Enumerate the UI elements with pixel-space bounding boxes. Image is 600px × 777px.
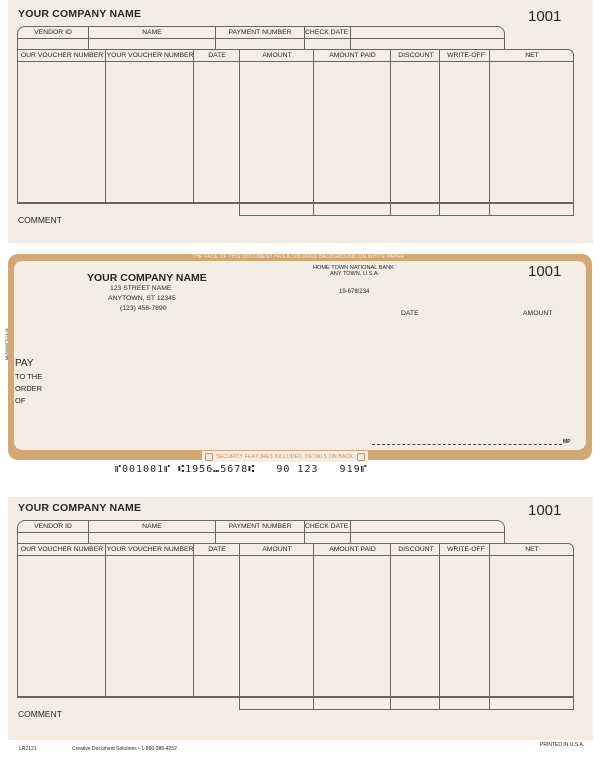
divider bbox=[313, 49, 314, 216]
col-discount: DISCOUNT bbox=[398, 52, 434, 59]
divider bbox=[105, 49, 106, 203]
bank-name: HOME TOWN NATIONAL BANK bbox=[313, 265, 394, 271]
col-amount: AMOUNT bbox=[262, 52, 292, 59]
top-stub-comment-label: COMMENT bbox=[18, 215, 62, 225]
check-number: 1001 bbox=[528, 263, 562, 280]
side-code: MLZ0000070-01-06 bbox=[5, 328, 9, 360]
bank-city: ANY TOWN, U.S.A. bbox=[330, 271, 380, 277]
header-name: NAME bbox=[89, 521, 216, 532]
col-write-off: WRITE-OFF bbox=[447, 546, 485, 553]
divider bbox=[215, 38, 216, 49]
divider bbox=[439, 49, 440, 216]
bottom-stub-comment-label: COMMENT bbox=[18, 709, 62, 719]
divider bbox=[193, 49, 194, 203]
top-stub-table bbox=[17, 49, 574, 216]
divider bbox=[304, 532, 305, 543]
check-address-line1: 123 STREET NAME bbox=[110, 285, 172, 292]
divider bbox=[350, 38, 351, 49]
check-body bbox=[8, 254, 592, 460]
padlock-icon bbox=[357, 453, 365, 461]
col-net: NET bbox=[525, 52, 539, 59]
header-payment-number: PAYMENT NUMBER bbox=[216, 27, 305, 38]
col-net: NET bbox=[525, 546, 539, 553]
to-the-label: TO THE bbox=[15, 372, 43, 381]
divider bbox=[313, 543, 314, 710]
form-code: LR2121 bbox=[19, 746, 37, 752]
routing-fraction: 19-678/234 bbox=[339, 289, 370, 295]
divider bbox=[390, 49, 391, 216]
divider bbox=[193, 543, 194, 697]
check-address-line2: ANYTOWN, ST 12345 bbox=[108, 295, 176, 302]
date-label: DATE bbox=[401, 310, 419, 317]
divider bbox=[88, 38, 89, 49]
bottom-stub-check-number: 1001 bbox=[528, 502, 562, 519]
divider bbox=[489, 543, 490, 710]
check-banner-text: THE FACE OF THIS DOCUMENT HAS A COLORED BACKGROUND ON WHITE PAPER bbox=[192, 254, 405, 260]
col-write-off: WRITE-OFF bbox=[447, 52, 485, 59]
bottom-voucher-stub bbox=[8, 497, 593, 740]
printed-in: PRINTED IN U.S.A. bbox=[540, 742, 585, 748]
divider bbox=[239, 543, 240, 710]
col-amount: AMOUNT bbox=[262, 546, 292, 553]
mp-mark: MP bbox=[563, 439, 571, 445]
security-text: SECURITY FEATURES INCLUDED. DETAILS ON BACK. bbox=[216, 453, 355, 460]
divider bbox=[439, 543, 440, 710]
divider bbox=[17, 61, 574, 62]
divider bbox=[239, 49, 240, 216]
security-notice bbox=[202, 451, 368, 462]
bottom-stub-table bbox=[17, 543, 574, 710]
vendor-info: Creative Document Solutions • 1-866-388-4252 bbox=[72, 746, 177, 752]
divider bbox=[489, 49, 490, 216]
of-label: OF bbox=[15, 396, 26, 405]
col-your-voucher-number: YOUR VOUCHER NUMBER bbox=[106, 546, 194, 553]
signature-line[interactable] bbox=[372, 444, 562, 445]
col-amount-paid: AMOUNT PAID bbox=[329, 546, 376, 553]
top-voucher-stub bbox=[8, 0, 593, 243]
divider bbox=[304, 38, 305, 49]
divider bbox=[17, 38, 505, 39]
col-date: DATE bbox=[208, 546, 226, 553]
col-amount-paid: AMOUNT PAID bbox=[329, 52, 376, 59]
header-vendor-id: VENDOR ID bbox=[18, 521, 89, 532]
header-check-date: CHECK DATE bbox=[305, 27, 351, 38]
divider bbox=[88, 532, 89, 543]
col-your-voucher-number: YOUR VOUCHER NUMBER bbox=[106, 52, 194, 59]
top-stub-company-name: YOUR COMPANY NAME bbox=[18, 8, 142, 20]
divider bbox=[390, 543, 391, 710]
col-our-voucher-number: OUR VOUCHER NUMBER bbox=[20, 546, 104, 553]
header-blank bbox=[351, 521, 503, 532]
col-date: DATE bbox=[208, 52, 226, 59]
top-stub-check-number: 1001 bbox=[528, 8, 562, 25]
col-discount: DISCOUNT bbox=[398, 546, 434, 553]
divider bbox=[350, 532, 351, 543]
order-label: ORDER bbox=[15, 384, 43, 393]
check-face bbox=[14, 261, 586, 450]
padlock-icon bbox=[205, 453, 213, 461]
header-name: NAME bbox=[89, 27, 216, 38]
check-company-name: YOUR COMPANY NAME bbox=[87, 272, 207, 284]
amount-label: AMOUNT bbox=[523, 310, 553, 317]
bottom-stub-company-name: YOUR COMPANY NAME bbox=[18, 502, 142, 514]
header-blank bbox=[351, 27, 503, 38]
header-vendor-id: VENDOR ID bbox=[18, 27, 89, 38]
pay-label: PAY bbox=[15, 358, 34, 369]
divider bbox=[17, 555, 574, 556]
divider bbox=[105, 543, 106, 697]
header-payment-number: PAYMENT NUMBER bbox=[216, 521, 305, 532]
divider bbox=[215, 532, 216, 543]
check-phone: (123) 456-7890 bbox=[120, 305, 167, 312]
col-our-voucher-number: OUR VOUCHER NUMBER bbox=[20, 52, 104, 59]
header-check-date: CHECK DATE bbox=[305, 521, 351, 532]
micr-line: ⑈001001⑈ ⑆1956⑉5678⑆ 90 123 919⑈ bbox=[115, 464, 368, 475]
bottom-stub-header-fields bbox=[18, 521, 503, 532]
divider bbox=[17, 532, 505, 533]
top-stub-header-fields bbox=[18, 27, 503, 38]
